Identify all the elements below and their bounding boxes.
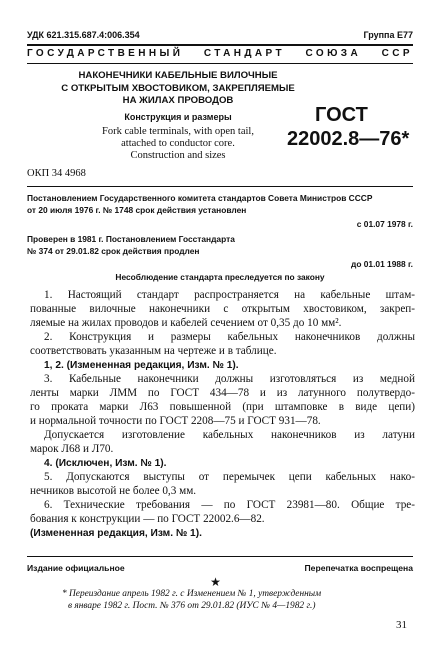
title-ru-line: С ОТКРЫТЫМ ХВОСТОВИКОМ, ЗАКРЕПЛЯЕМЫЕ: [61, 82, 295, 94]
paragraph-line: 5. Допускаются выступы от перемычек цепи кабельных нако-: [44, 471, 415, 483]
title-ru-line: НАКОНЕЧНИКИ КАБЕЛЬНЫЕ ВИЛОЧНЫЕ: [78, 70, 278, 81]
paragraph-line: 2. Конструкция и размеры кабельных наконечников должны: [44, 331, 415, 343]
title-en-line: Construction and sizes: [130, 150, 226, 161]
law-warning: Несоблюдение стандарта преследуется по закону: [115, 272, 325, 282]
paragraph-line: ляемые на жилах проводов и кабелей сечением от 0,35 до 10 мм².: [30, 317, 342, 329]
star-icon: ★: [210, 575, 221, 589]
group-code: Группа Е77: [363, 30, 413, 40]
paragraph-line: соответствовать указанным на чертеже и в таблице.: [30, 345, 277, 357]
paragraph-line: марок Л68 и Л70.: [30, 443, 114, 455]
paragraph-line: 6. Технические требования — по ГОСТ 23981—80. Общие тре-: [44, 499, 415, 511]
standard-line: ГОСУДАРСТВЕННЫЙ СТАНДАРТ СОЮЗА ССР: [27, 48, 413, 59]
paragraph-line: бования к конструкции — по ГОСТ 22002.6—82.: [30, 513, 265, 525]
paragraph-line: Допускается изготовление кабельных наконечников из латуни: [44, 429, 415, 441]
paragraph-line: 3. Кабельные наконечники должны изготовляться из медной: [44, 373, 415, 385]
title-ru-line: НА ЖИЛАХ ПРОВОДОВ: [122, 95, 234, 107]
title-en-line: attached to conductor core.: [121, 138, 235, 149]
sub-rule: [27, 63, 413, 64]
reissue-note-line: в январе 1982 г. Пост. № 376 от 29.01.82 (ИУС № 4—1982 г.): [68, 601, 316, 611]
paragraph-line: пованные вилочные наконечники с открытым хвостовиком, закреп-: [30, 303, 415, 315]
decree-rule: [27, 186, 413, 187]
paragraph-line: 1. Настоящий стандарт распространяется на кабельные штам-: [44, 289, 415, 301]
paragraph-line: и нормальной точности по ГОСТ 2208—75 и ГОСТ 931—78.: [30, 415, 321, 427]
gost-label: ГОСТ: [315, 104, 368, 126]
decree-line-2: от 20 июля 1976 г. № 1748 срок действия установлен: [27, 205, 247, 215]
excluded-note: 4. (Исключен, Изм. № 1).: [44, 458, 167, 469]
udk-code: УДК 621.315.687.4:006.354: [27, 30, 140, 40]
amendment-note: 1, 2. (Измененная редакция, Изм. № 1).: [44, 360, 239, 371]
decree-date-end: до 01.01 1988 г.: [351, 259, 413, 269]
amendment-note: (Измененная редакция, Изм. № 1).: [30, 528, 202, 539]
gost-number: 22002.8—76*: [287, 128, 410, 150]
decree-line-3: Проверен в 1981 г. Постановлением Госстандарта: [27, 234, 235, 244]
official-edition: Издание официальное: [27, 563, 125, 573]
top-rule: [27, 44, 413, 46]
paragraph-line: ленты марки ЛММ по ГОСТ 434—78 и из латунного полутвердо-: [30, 387, 415, 399]
page-number: 31: [396, 619, 407, 631]
footer-rule: [27, 556, 413, 557]
title-en: [38, 126, 318, 162]
reissue-note-line: * Переиздание апрель 1982 г. с Изменением № 1, утвержденным: [62, 589, 322, 599]
title-ru: [38, 70, 318, 108]
title-ru-subtitle: Конструкция и размеры: [124, 112, 232, 122]
paragraph-line: нечников высотой не более 0,3 мм.: [30, 485, 197, 497]
decree-line-4: № 374 от 29.01.82 срок действия продлен: [27, 246, 200, 256]
reprint-prohibited: Перепечатка воспрещена: [304, 563, 413, 573]
decree-line-1: Постановлением Государственного комитета стандартов Совета Министров СССР: [27, 193, 373, 203]
paragraph-line: го проката марки Л63 повышенной (при штамповке в виде цепи): [30, 401, 415, 413]
okp-code: ОКП 34 4968: [27, 168, 86, 179]
decree-date-start: с 01.07 1978 г.: [356, 219, 413, 229]
title-en-line: Fork cable terminals, with open tail,: [102, 126, 254, 137]
